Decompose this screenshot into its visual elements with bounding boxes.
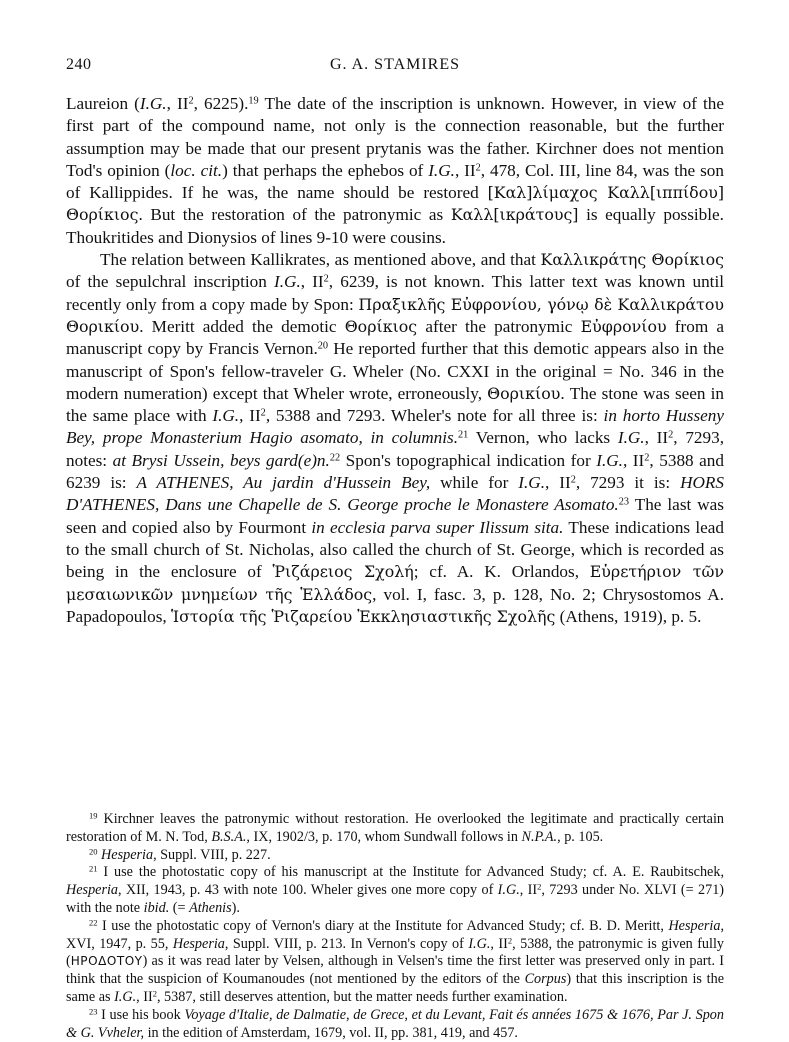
text-run-italic: at Brysi Ussein, beys gard(e)n.	[112, 450, 330, 470]
text-run: ; cf. A. K. Orlandos,	[413, 562, 590, 582]
superscript: 2	[260, 407, 266, 419]
text-run: in the edition of Amsterdam, 1679, vol. II, pp. 381, 419, and 457.	[144, 1024, 518, 1041]
text-run: Laureion (	[66, 94, 140, 113]
text-run-italic: Hesperia	[66, 882, 119, 899]
text-run: , 5387, still deserves attention, but the matter needs further examination.	[156, 988, 568, 1005]
greek-text: Εὑρετήριον τῶν μεσαιωνικῶν μνημείων τῆς Ἑλλάδος	[66, 562, 724, 604]
footnote-20	[66, 847, 724, 865]
text-run: ) that perhaps the ephebos of	[222, 160, 429, 180]
text-run-italic: Corpus	[524, 971, 567, 988]
text-run: , XII, 1943, p. 43 with note 100. Wheler gives one more copy of	[118, 882, 498, 899]
footnote-number: 21	[89, 863, 98, 874]
text-run: of the sepulchral inscription	[66, 272, 275, 292]
text-run: while for	[430, 473, 519, 493]
greek-text: Πραξικλῆς Εὐφρονίου, γόνῳ δὲ Καλλικράτου Θορικίου	[66, 294, 724, 336]
text-run: , 6239, is not known. This latter text was known until recently only from a copy made by Spon:	[66, 272, 724, 314]
text-run: , IX, 1902/3, p. 170, whom Sundwall follows in	[246, 828, 522, 845]
text-run: , vol. I, fasc. 3, p. 128, No. 2; Chrysostomos A. Papadopoulos,	[66, 584, 724, 626]
superscript: 2	[668, 429, 674, 441]
text-run: I use his book	[97, 1006, 185, 1023]
text-run-italic: N.P.A.	[521, 828, 558, 845]
footnote-number: 23	[89, 1006, 98, 1017]
footnote-ref-21: 21	[458, 429, 469, 441]
text-run-italic: I.G.	[114, 988, 137, 1005]
text-run: I use the photostatic copy of Vernon's diary at the Institute for Advanced Study; cf. B. D. Meritt,	[97, 917, 669, 934]
text-run: , 7293, notes:	[66, 428, 724, 470]
footnote-ref-20: 20	[317, 340, 329, 352]
text-run: These indications lead to the small church of St. Nicholas, also called the church of St. George, which is recorded as being in the enclosure of	[66, 517, 724, 582]
greek-text: [Καλ]λίμαχος Καλλ[ιππίδου] Θορίκιος	[66, 183, 724, 225]
footnote-ref-22: 22	[329, 452, 341, 464]
footnotes	[66, 811, 724, 1042]
page-number: 240	[66, 56, 92, 73]
greek-text: Καλλικράτης Θορίκιος	[540, 250, 724, 270]
superscript: 2	[475, 162, 481, 174]
superscript: 2	[152, 988, 157, 999]
text-run: , 6225).	[193, 94, 249, 113]
footnote-ref-23: 23	[618, 496, 630, 508]
text-run: ) that this inscription is the same as	[66, 971, 724, 1005]
text-run: , 7293 under No. XLVI (= 271) with the note	[66, 882, 725, 916]
text-run: I use the photostatic copy of his manuscript at the Institute for Advanced Study; cf. A. E. Raubitschek,	[97, 864, 724, 881]
superscript: 2	[537, 881, 542, 892]
text-run-italic: loc. cit.	[170, 160, 223, 180]
text-run: ).	[231, 899, 240, 916]
text-run: , II	[545, 473, 571, 493]
text-run-italic: B.S.A.	[211, 828, 247, 845]
text-run: , XVI, 1947, p. 55,	[66, 917, 724, 952]
text-run: , 5388 and 7293. Wheler's note for all three is:	[265, 406, 604, 426]
running-header	[66, 56, 724, 80]
text-run-italic: HORS D'ATHENES, Dans une Chapelle de S. George proche le Monastere Asomato.	[66, 473, 724, 515]
superscript: 2	[644, 452, 650, 464]
footnote-21	[66, 864, 724, 917]
paragraph-1	[66, 93, 724, 249]
text-run-italic: Hesperia	[668, 917, 721, 934]
text-run-italic: I.G.	[468, 935, 491, 952]
text-run: . But the restoration of the patronymic as	[138, 205, 451, 225]
greek-text: Θορίκιος	[344, 316, 418, 336]
greek-text: Καλλ[ικράτους]	[450, 205, 579, 225]
text-run-italic: I.G.	[139, 94, 167, 113]
text-run: , Suppl. VIII, p. 213. In Vernon's copy of	[224, 935, 469, 952]
text-run-italic: Athenis	[189, 899, 232, 916]
text-run-italic: I.G.	[617, 428, 645, 448]
text-run-italic: I.G.	[212, 406, 240, 426]
text-run-italic: in ecclesia parva super Ilissum sita.	[311, 517, 564, 537]
text-run-italic: Voyage d'Italie, de Dalmatie, de Grece, et du Levant, Fait és années 1675 & 1676, Par J. Spon & G. Vvheler,	[66, 1006, 724, 1041]
text-run: , 7293 it is:	[575, 473, 681, 493]
text-run-italic: I.G.	[274, 272, 301, 292]
footnote-number: 19	[89, 810, 98, 821]
text-run-italic: I.G.	[596, 450, 623, 470]
text-run: , Suppl. VIII, p. 227.	[153, 846, 271, 863]
text-run: from a manuscript copy by Francis Vernon.	[66, 316, 724, 359]
greek-text: Ῥιζάρειος Σχολή	[272, 562, 414, 582]
main-text	[66, 93, 724, 628]
text-run: . Meritt added the demotic	[139, 316, 345, 336]
footnote-19	[66, 811, 724, 847]
greek-text: Θορικίου	[487, 383, 561, 403]
text-run-italic: I.G.	[518, 473, 545, 493]
greek-text: ΗΡΟΔΟΤΟΥ	[70, 954, 143, 969]
superscript: 2	[507, 934, 513, 945]
footnote-number: 20	[89, 845, 98, 856]
text-run: , II	[644, 428, 669, 448]
text-run-italic: Hesperia	[172, 935, 225, 952]
text-run: , 5388, the patronymic is given fully (	[66, 935, 724, 970]
text-run: , II	[454, 160, 476, 180]
text-run: , II	[622, 450, 645, 470]
text-run-italic: A ATHENES, Au jardin d'Hussein Bey,	[136, 473, 431, 493]
page	[66, 0, 725, 1041]
footnote-22	[66, 918, 724, 1007]
text-run: Kirchner leaves the patronymic without restoration. He overlooked the legitimate and practically certain restoration of M. N. Tod,	[66, 811, 724, 845]
paragraph-2	[66, 249, 724, 628]
text-run: , II	[239, 406, 261, 426]
text-run: , II	[300, 272, 324, 292]
text-run-italic: I.G.	[497, 882, 520, 899]
text-run: , II	[166, 94, 189, 113]
footnote-ref-19: 19	[248, 95, 259, 107]
text-run: (Athens, 1919), p. 5.	[555, 606, 702, 626]
text-run-italic: Hesperia	[101, 846, 154, 863]
text-run: after the patronymic	[417, 316, 581, 336]
superscript: 2	[188, 95, 194, 107]
text-run: , II	[519, 882, 538, 899]
footnote-number: 22	[89, 917, 98, 928]
text-run: Vernon, who lacks	[468, 428, 618, 448]
text-run-italic: ibid.	[143, 899, 170, 916]
text-run: (=	[169, 899, 190, 916]
text-run: , II	[490, 935, 508, 952]
footnote-23	[66, 1007, 724, 1042]
text-run: ) as it was read later by Velsen, although in Velsen's time the first letter was preserved only in part. I think that the suspicion of Koumanoudes (not mentioned by the editors of the	[66, 953, 724, 988]
text-run: . The stone was seen in the same place with	[66, 383, 724, 426]
superscript: 2	[323, 273, 329, 285]
text-run: He reported further that this demotic appears also in the manuscript of Spon's fellow-traveler G. Wheler (No. CXXI in the original = No. 346 in the modern numeration) except that Wheler wrote, erroneously,	[66, 339, 724, 403]
text-run-italic: I.G.	[428, 160, 455, 180]
greek-text: Ἱστορία τῆς Ῥιζαρείου Ἐκκλησιαστικῆς Σχολῆς	[171, 606, 556, 626]
text-run: Spon's topographical indication for	[340, 450, 597, 470]
text-run: , II	[136, 988, 153, 1005]
text-run: , 478, Col. III, line 84, was the son of Kallippides. If he was, the name should be restored	[66, 160, 724, 203]
text-run: is equally possible. Thoukritides and Dionysios of lines 9-10 were cousins.	[66, 205, 724, 247]
text-run: , p. 105.	[557, 828, 604, 845]
greek-text: Εὐφρονίου	[580, 316, 667, 336]
text-run-italic: in horto Husseny Bey, prope Monasterium Hagio asomato, in columnis.	[66, 406, 725, 448]
text-run: The last was seen and copied also by Fourmont	[66, 495, 724, 537]
text-run: The relation between Kallikrates, as mentioned above, and that	[100, 250, 541, 270]
running-title: G. A. STAMIRES	[329, 56, 461, 73]
text-run: , 5388 and 6239 is:	[66, 450, 724, 493]
text-run: The date of the inscription is unknown. However, in view of the first part of the compound name, not only is the connection reasonable, but the further assumption may be made that our present prytanis was the father. Kirchner does not mention Tod's opinion (	[66, 94, 724, 180]
superscript: 2	[570, 474, 576, 486]
